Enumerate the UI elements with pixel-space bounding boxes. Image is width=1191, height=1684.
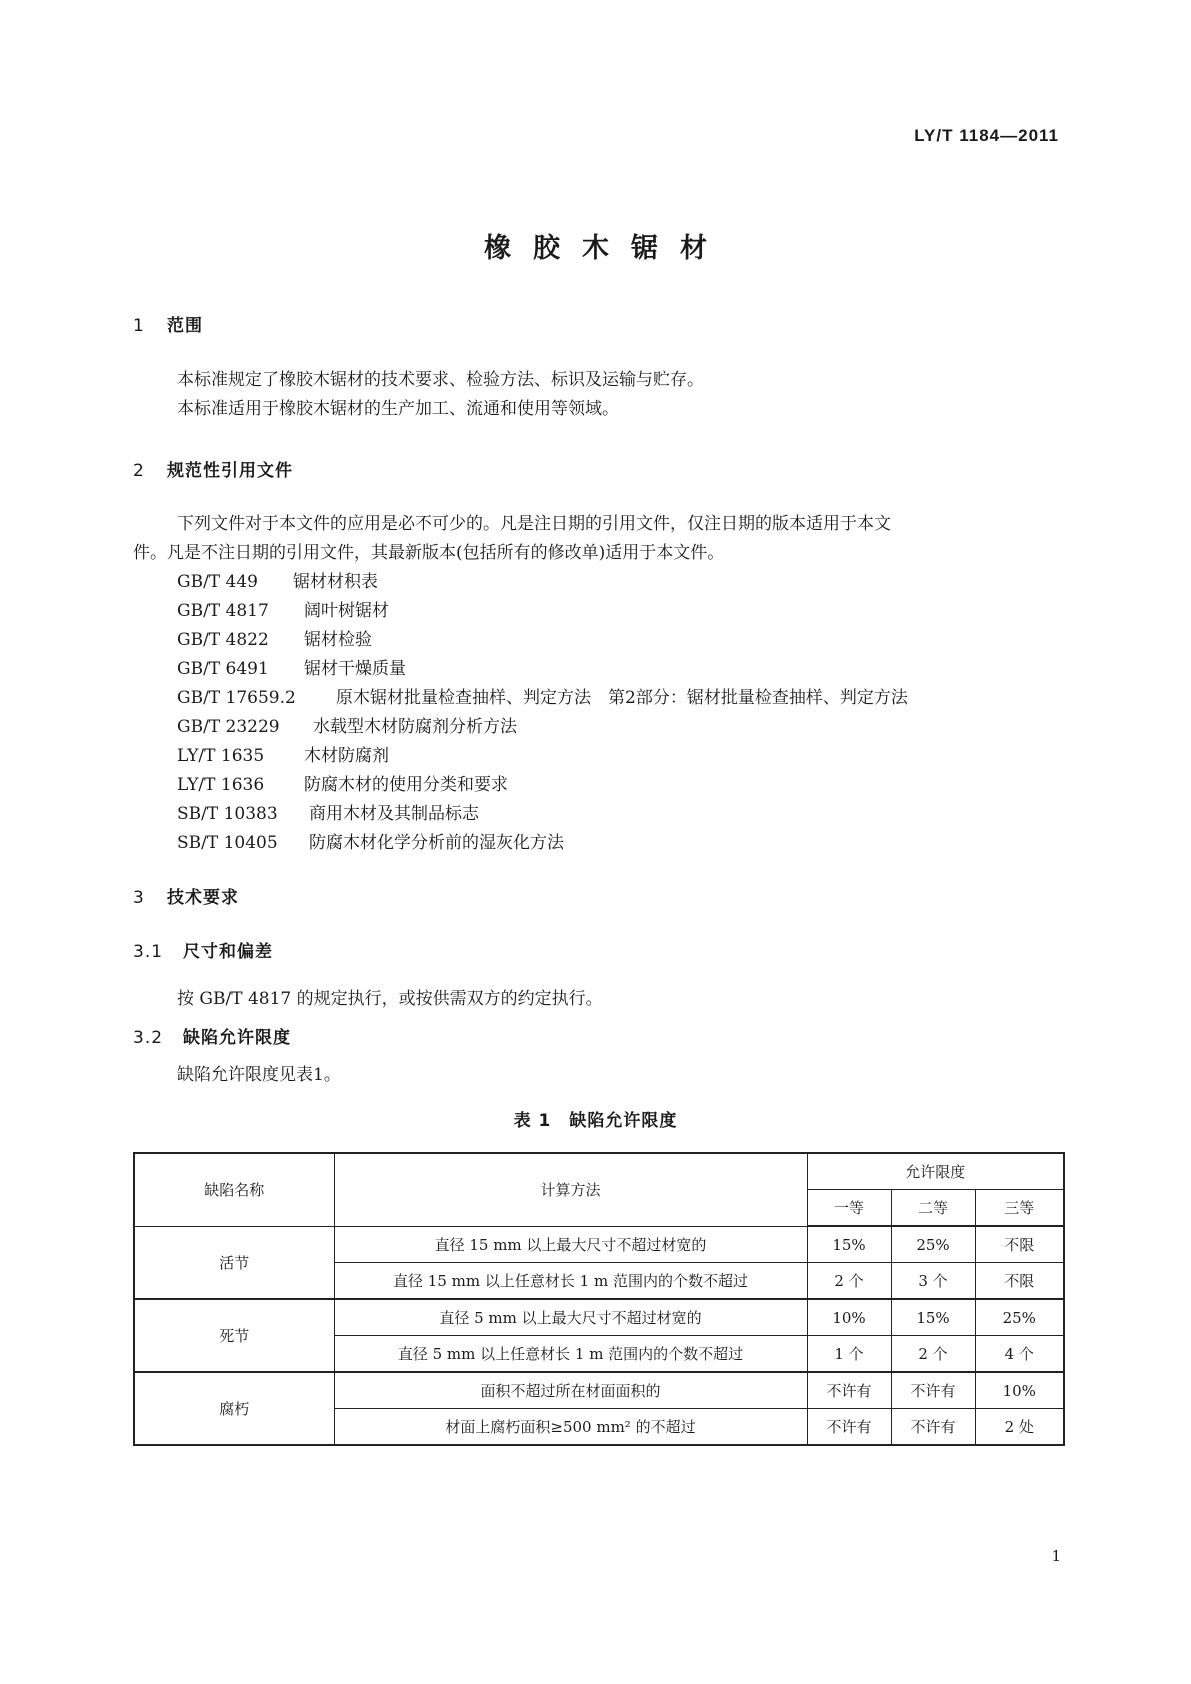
section-2-intro-line-2: 件。凡是不注日期的引用文件，其最新版本(包括所有的修改单)适用于本文件。 xyxy=(133,543,725,563)
grade-1-cell: 1 个 xyxy=(807,1336,891,1373)
section-3-1-text: 按 GB/T 4817 的规定执行，或按供需双方的约定执行。 xyxy=(177,989,603,1009)
standard-code: LY/T 1184—2011 xyxy=(914,126,1059,145)
reference-code: GB/T 4822 xyxy=(177,630,269,650)
section-2-heading xyxy=(133,456,293,481)
reference-title: 防腐木材化学分析前的湿灰化方法 xyxy=(309,833,564,853)
method-cell: 直径 15 mm 以上最大尺寸不超过材宽的 xyxy=(334,1226,807,1263)
reference-title: 锯材干燥质量 xyxy=(304,659,406,679)
header-allowance: 允许限度 xyxy=(807,1153,1064,1190)
reference-code: GB/T 17659.2 xyxy=(177,688,296,708)
table-row xyxy=(134,1226,1064,1263)
method-cell: 面积不超过所在材面面积的 xyxy=(334,1372,807,1409)
reference-item xyxy=(177,655,406,684)
reference-title: 商用木材及其制品标志 xyxy=(309,804,479,824)
grade-3-cell: 不限 xyxy=(975,1226,1064,1263)
section-1-heading xyxy=(133,311,203,336)
section-3-1-title: 尺寸和偏差 xyxy=(183,942,273,962)
section-1-paragraph-1: 本标准规定了橡胶木锯材的技术要求、检验方法、标识及运输与贮存。 xyxy=(177,370,704,390)
grade-1-cell: 15% xyxy=(807,1226,891,1263)
section-3-1-heading xyxy=(133,937,273,962)
grade-3-cell: 25% xyxy=(975,1299,1064,1336)
defect-name-cell: 死节 xyxy=(134,1299,334,1372)
section-3-2-title: 缺陷允许限度 xyxy=(183,1028,291,1048)
section-2-number: 2 xyxy=(133,461,145,481)
reference-code: LY/T 1636 xyxy=(177,775,265,795)
table-row xyxy=(134,1299,1064,1336)
header-grade-2: 二等 xyxy=(891,1190,975,1227)
reference-title: 锯材材积表 xyxy=(293,572,378,592)
section-3-2-number: 3.2 xyxy=(133,1028,164,1048)
reference-title: 阔叶树锯材 xyxy=(304,601,389,621)
reference-title: 防腐木材的使用分类和要求 xyxy=(304,775,508,795)
section-1-paragraph-2: 本标准适用于橡胶木锯材的生产加工、流通和使用等领域。 xyxy=(177,399,619,419)
header-grade-3: 三等 xyxy=(975,1190,1064,1227)
page-number: 1 xyxy=(1051,1547,1061,1565)
grade-2-cell: 15% xyxy=(891,1299,975,1336)
table-row xyxy=(134,1372,1064,1409)
section-3-title: 技术要求 xyxy=(167,888,239,908)
reference-item xyxy=(177,742,389,771)
section-3-1-number: 3.1 xyxy=(133,942,164,962)
grade-2-cell: 不许有 xyxy=(891,1372,975,1409)
grade-3-cell: 10% xyxy=(975,1372,1064,1409)
reference-item xyxy=(177,800,479,829)
method-cell: 材面上腐朽面积≥500 mm² 的不超过 xyxy=(334,1409,807,1446)
reference-code: SB/T 10383 xyxy=(177,804,278,824)
reference-title: 木材防腐剂 xyxy=(304,746,389,766)
reference-item xyxy=(177,829,564,858)
section-3-2-text: 缺陷允许限度见表1。 xyxy=(177,1065,341,1085)
header-grade-1: 一等 xyxy=(807,1190,891,1227)
reference-item xyxy=(177,626,372,655)
defect-name-cell: 活节 xyxy=(134,1226,334,1299)
section-3-number: 3 xyxy=(133,888,145,908)
defect-name-cell: 腐朽 xyxy=(134,1372,334,1445)
reference-code: LY/T 1635 xyxy=(177,746,265,766)
grade-3-cell: 4 个 xyxy=(975,1336,1064,1373)
grade-1-cell: 10% xyxy=(807,1299,891,1336)
header-calculation-method: 计算方法 xyxy=(334,1153,807,1226)
reference-item xyxy=(177,568,378,597)
defect-allowance-table xyxy=(133,1152,1065,1446)
section-1-title: 范围 xyxy=(167,316,203,336)
section-3-2-heading xyxy=(133,1023,291,1048)
reference-title: 原木锯材批量检查抽样、判定方法 第2部分：锯材批量检查抽样、判定方法 xyxy=(336,688,908,708)
grade-1-cell: 不许有 xyxy=(807,1409,891,1446)
method-cell: 直径 5 mm 以上任意材长 1 m 范围内的个数不超过 xyxy=(334,1336,807,1373)
grade-1-cell: 2 个 xyxy=(807,1263,891,1300)
section-1-number: 1 xyxy=(133,316,145,336)
grade-3-cell: 不限 xyxy=(975,1263,1064,1300)
table-1-caption: 表 1 缺陷允许限度 xyxy=(513,1111,678,1131)
reference-item xyxy=(177,684,908,713)
section-3-heading xyxy=(133,883,239,908)
method-cell: 直径 15 mm 以上任意材长 1 m 范围内的个数不超过 xyxy=(334,1263,807,1300)
section-2-intro-line-1: 下列文件对于本文件的应用是必不可少的。凡是注日期的引用文件，仅注日期的版本适用于本文 xyxy=(177,514,891,534)
reference-code: GB/T 4817 xyxy=(177,601,269,621)
reference-code: GB/T 23229 xyxy=(177,717,280,737)
header-defect-name: 缺陷名称 xyxy=(134,1153,334,1226)
reference-item xyxy=(177,713,517,742)
reference-code: SB/T 10405 xyxy=(177,833,278,853)
grade-2-cell: 2 个 xyxy=(891,1336,975,1373)
grade-1-cell: 不许有 xyxy=(807,1372,891,1409)
grade-2-cell: 25% xyxy=(891,1226,975,1263)
grade-2-cell: 不许有 xyxy=(891,1409,975,1446)
grade-3-cell: 2 处 xyxy=(975,1409,1064,1446)
method-cell: 直径 5 mm 以上最大尺寸不超过材宽的 xyxy=(334,1299,807,1336)
reference-code: GB/T 6491 xyxy=(177,659,269,679)
reference-title: 水载型木材防腐剂分析方法 xyxy=(313,717,517,737)
reference-item xyxy=(177,771,508,800)
document-title: 橡胶木锯材 xyxy=(484,233,729,264)
grade-2-cell: 3 个 xyxy=(891,1263,975,1300)
section-2-title: 规范性引用文件 xyxy=(167,461,293,481)
reference-code: GB/T 449 xyxy=(177,572,258,592)
reference-item xyxy=(177,597,389,626)
reference-title: 锯材检验 xyxy=(304,630,372,650)
